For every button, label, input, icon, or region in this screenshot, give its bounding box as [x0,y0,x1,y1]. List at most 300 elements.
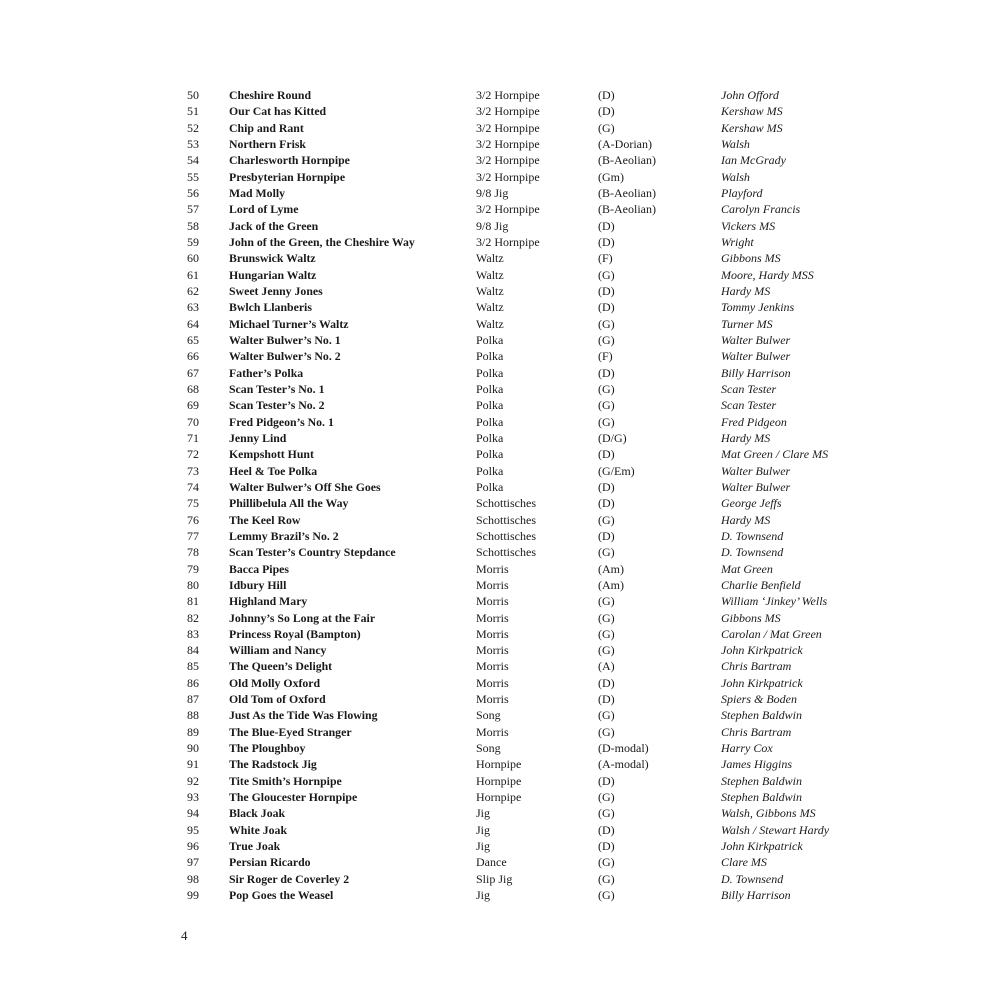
tune-type: Schottisches [476,512,536,527]
tune-key: (D) [598,839,615,854]
tune-number: 60 [187,251,199,266]
tune-type: Morris [476,675,509,690]
tune-key: (B-Aeolian) [598,185,656,200]
tune-title: Scan Tester’s No. 2 [229,398,325,413]
tune-type: Polka [476,479,504,494]
tune-number: 66 [187,349,199,364]
tune-number: 83 [187,626,199,641]
tune-key: (D) [598,104,615,119]
tune-title: Scan Tester’s No. 1 [229,381,325,396]
table-row [0,348,1007,364]
tune-number: 72 [187,447,199,462]
tune-source: Chris Bartram [721,659,792,674]
tune-number: 98 [187,871,199,886]
tune-number: 85 [187,659,199,674]
tune-title: Cheshire Round [229,88,312,102]
tune-type: Polka [476,332,504,347]
tune-type: Hornpipe [476,757,522,772]
table-row [0,610,1007,626]
tune-number: 87 [187,692,199,707]
table-row [0,887,1007,903]
table-row [0,626,1007,642]
tune-number: 50 [187,88,199,102]
tune-number: 94 [187,806,199,821]
tune-title: The Keel Row [229,512,301,527]
tune-key: (D) [598,218,615,233]
table-row [0,446,1007,462]
tune-title: Scan Tester’s Country Stepdance [229,545,396,560]
tune-key: (G) [598,610,615,625]
tune-key: (G) [598,267,615,282]
tune-number: 54 [187,153,199,168]
tune-title: Jack of the Green [229,218,319,233]
table-row [0,136,1007,152]
tune-number: 64 [187,316,199,331]
tune-source: Tommy Jenkins [721,300,795,315]
tune-number: 75 [187,496,199,511]
tune-key: (G) [598,888,615,903]
tune-title: Walter Bulwer’s Off She Goes [229,479,381,494]
tune-source: Walter Bulwer [721,332,791,347]
tune-type: Morris [476,594,509,609]
tune-type: 9/8 Jig [476,185,509,200]
tune-number: 93 [187,790,199,805]
tune-type: 9/8 Jig [476,218,509,233]
tune-key: (F) [598,349,613,364]
table-row [0,332,1007,348]
tune-number: 76 [187,512,199,527]
tune-title: Our Cat has Kitted [229,104,327,119]
tune-source: Scan Tester [721,381,777,396]
tune-type: Polka [476,430,504,445]
tune-key: (D) [598,447,615,462]
tune-title: True Joak [229,839,281,854]
tune-source: Walsh [721,136,750,151]
tune-source: Mat Green [721,561,773,576]
table-row [0,740,1007,756]
tune-type: Jig [476,839,491,854]
table-row [0,234,1007,250]
tune-type: Jig [476,888,491,903]
tune-source: Walter Bulwer [721,349,791,364]
tune-number: 91 [187,757,199,772]
tune-type: Hornpipe [476,773,522,788]
tune-number: 56 [187,185,199,200]
tune-title: Hungarian Waltz [229,267,317,282]
tune-type: Polka [476,447,504,462]
tune-key: (G) [598,708,615,723]
table-row [0,414,1007,430]
tune-type: 3/2 Hornpipe [476,202,540,217]
tune-title: The Queen’s Delight [229,659,333,674]
tune-number: 53 [187,136,199,151]
tune-source: Walter Bulwer [721,463,791,478]
tune-number: 84 [187,643,199,658]
tune-source: Harry Cox [721,741,773,756]
table-row [0,479,1007,495]
table-row [0,512,1007,528]
tune-source: Playford [721,185,763,200]
tune-key: (G) [598,724,615,739]
tune-type: Morris [476,626,509,641]
tune-title: Phillibelula All the Way [229,496,349,511]
tune-title: John of the Green, the Cheshire Way [229,234,415,249]
tune-source: Ian McGrady [721,153,786,168]
tune-source: Walsh, Gibbons MS [721,806,816,821]
tune-number: 51 [187,104,199,119]
tune-number: 68 [187,381,199,396]
tune-number: 95 [187,822,199,837]
table-row [0,316,1007,332]
tune-title: Johnny’s So Long at the Fair [229,610,376,625]
table-row [0,871,1007,887]
tune-number: 96 [187,839,199,854]
tune-source: Carolyn Francis [721,202,801,217]
tune-source: John Kirkpatrick [721,839,803,854]
table-row [0,756,1007,772]
tune-source: Gibbons MS [721,610,781,625]
tune-type: Schottisches [476,528,536,543]
table-row [0,528,1007,544]
tune-number: 74 [187,479,199,494]
tune-key: (D) [598,496,615,511]
tune-key: (G/Em) [598,463,635,478]
tune-title: The Gloucester Hornpipe [229,790,358,805]
table-row [0,724,1007,740]
tune-source: Mat Green / Clare MS [721,447,829,462]
tune-title: Northern Frisk [229,136,306,151]
tune-type: Polka [476,463,504,478]
tune-key: (B-Aeolian) [598,153,656,168]
table-row [0,642,1007,658]
tune-source: George Jeffs [721,496,782,511]
tune-key: (D) [598,283,615,298]
tune-key: (D) [598,479,615,494]
tune-source: Hardy MS [721,430,771,445]
page-number: 4 [181,928,188,943]
table-row [0,201,1007,217]
tune-key: (Am) [598,561,624,576]
table-row [0,822,1007,838]
tune-source: Hardy MS [721,512,771,527]
tune-type: Morris [476,643,509,658]
table-row [0,805,1007,821]
tune-title: Mad Molly [229,185,286,200]
table-row [0,463,1007,479]
table-row [0,120,1007,136]
tune-title: Brunswick Waltz [229,251,316,266]
tune-title: Highland Mary [229,594,308,609]
tune-title: The Radstock Jig [229,757,317,772]
table-row [0,299,1007,315]
tune-key: (G) [598,512,615,527]
tune-source: James Higgins [721,757,792,772]
tune-number: 92 [187,773,199,788]
tune-title: Tite Smith’s Hornpipe [229,773,342,788]
tune-number: 57 [187,202,199,217]
tune-title: Father’s Polka [229,365,304,380]
tune-type: Schottisches [476,496,536,511]
tune-number: 81 [187,594,199,609]
table-row [0,430,1007,446]
tune-key: (D) [598,675,615,690]
tune-number: 78 [187,545,199,560]
tune-title: Fred Pidgeon’s No. 1 [229,414,334,429]
tune-key: (G) [598,806,615,821]
tune-source: Moore, Hardy MSS [721,267,814,282]
table-row [0,854,1007,870]
tune-source: Billy Harrison [721,888,791,903]
tune-type: Morris [476,561,509,576]
tune-source: Gibbons MS [721,251,781,266]
tune-type: Polka [476,414,504,429]
tune-source: Kershaw MS [721,104,783,119]
tune-number: 97 [187,855,199,870]
table-row [0,838,1007,854]
table-row [0,658,1007,674]
tune-number: 77 [187,528,199,543]
tune-type: Polka [476,365,504,380]
tune-type: 3/2 Hornpipe [476,136,540,151]
table-row [0,185,1007,201]
tune-title: Old Tom of Oxford [229,692,326,707]
tune-source: Turner MS [721,316,773,331]
tune-key: (G) [598,545,615,560]
tune-type: 3/2 Hornpipe [476,104,540,119]
tune-key: (D) [598,88,615,102]
tune-source: Walter Bulwer [721,479,791,494]
tune-key: (A) [598,659,615,674]
tune-number: 73 [187,463,199,478]
table-row [0,169,1007,185]
tune-source: Chris Bartram [721,724,792,739]
tune-type: Waltz [476,316,504,331]
table-row [0,365,1007,381]
tune-key: (G) [598,871,615,886]
tune-number: 61 [187,267,199,282]
table-row [0,773,1007,789]
tune-source: John Offord [721,88,779,102]
tune-number: 70 [187,414,199,429]
tune-key: (D) [598,365,615,380]
tune-type: Schottisches [476,545,536,560]
table-row [0,675,1007,691]
table-row [0,707,1007,723]
table-row [0,87,1007,103]
tune-key: (D) [598,234,615,249]
tune-key: (F) [598,251,613,266]
tune-number: 65 [187,332,199,347]
tune-type: Waltz [476,251,504,266]
tune-title: Jenny Lind [229,430,287,445]
tune-key: (D) [598,528,615,543]
tune-type: 3/2 Hornpipe [476,234,540,249]
tune-title: The Blue-Eyed Stranger [229,724,352,739]
tune-type: Dance [476,855,507,870]
tune-title: Princess Royal (Bampton) [229,626,361,641]
tune-source: Fred Pidgeon [721,414,787,429]
tune-key: (G) [598,414,615,429]
tune-key: (D) [598,300,615,315]
tune-type: Morris [476,577,509,592]
table-row [0,495,1007,511]
tune-title: Lord of Lyme [229,202,299,217]
tune-type: Slip Jig [476,871,513,886]
tune-type: Polka [476,381,504,396]
tune-source: Walsh / Stewart Hardy [721,822,830,837]
tune-source: Stephen Baldwin [721,790,802,805]
tune-key: (D) [598,822,615,837]
tune-key: (G) [598,643,615,658]
tune-title: William and Nancy [229,643,327,658]
table-row [0,267,1007,283]
tune-source: Billy Harrison [721,365,791,380]
tune-number: 52 [187,120,199,135]
tune-source: Vickers MS [721,218,776,233]
tune-title: Bacca Pipes [229,561,289,576]
table-row [0,789,1007,805]
tune-type: Waltz [476,300,504,315]
tune-type: Jig [476,822,491,837]
tune-key: (D) [598,692,615,707]
tune-source: Clare MS [721,855,767,870]
table-row [0,397,1007,413]
tune-source: Stephen Baldwin [721,708,802,723]
tune-number: 89 [187,724,199,739]
tune-type: Morris [476,659,509,674]
tune-number: 59 [187,234,199,249]
tune-type: Waltz [476,267,504,282]
tune-source: Scan Tester [721,398,777,413]
tune-source: Wright [721,234,754,249]
tune-title: Chip and Rant [229,120,304,135]
tune-key: (G) [598,594,615,609]
tune-key: (D-modal) [598,741,649,756]
tune-number: 99 [187,888,199,903]
tune-type: 3/2 Hornpipe [476,120,540,135]
tune-key: (A-modal) [598,757,649,772]
tune-title: Sir Roger de Coverley 2 [229,871,350,886]
table-row [0,250,1007,266]
tune-type: Polka [476,349,504,364]
table-row [0,577,1007,593]
tune-type: Hornpipe [476,790,522,805]
tune-title: Sweet Jenny Jones [229,283,323,298]
tune-number: 79 [187,561,199,576]
tune-title: Heel & Toe Polka [229,463,318,478]
tune-source: Walsh [721,169,750,184]
tune-type: Morris [476,724,509,739]
tune-key: (G) [598,855,615,870]
tune-type: 3/2 Hornpipe [476,88,540,102]
tune-type: Polka [476,398,504,413]
tune-key: (G) [598,626,615,641]
tune-type: Jig [476,806,491,821]
tune-key: (Gm) [598,169,624,184]
tune-title: Bwlch Llanberis [229,300,312,315]
tune-title: Michael Turner’s Waltz [229,316,349,331]
table-row [0,561,1007,577]
tune-source: John Kirkpatrick [721,675,803,690]
tune-number: 86 [187,675,199,690]
tune-source: William ‘Jinkey’ Wells [721,594,828,609]
tune-key: (B-Aeolian) [598,202,656,217]
table-row [0,283,1007,299]
tune-source: Stephen Baldwin [721,773,802,788]
tune-source: D. Townsend [721,528,784,543]
table-row [0,152,1007,168]
table-row [0,103,1007,119]
tune-type: Morris [476,692,509,707]
tune-title: Kempshott Hunt [229,447,314,462]
tune-number: 55 [187,169,199,184]
tune-type: Song [476,741,501,756]
tune-type: Song [476,708,501,723]
tune-title: Lemmy Brazil’s No. 2 [229,528,339,543]
tune-title: Idbury Hill [229,577,287,592]
tune-source: Charlie Benfield [721,577,801,592]
tune-title: Walter Bulwer’s No. 1 [229,332,341,347]
tune-source: Kershaw MS [721,120,783,135]
tune-index-table [0,87,1007,903]
tune-type: 3/2 Hornpipe [476,169,540,184]
tune-source: Spiers & Boden [721,692,797,707]
tune-number: 71 [187,430,199,445]
tune-key: (G) [598,316,615,331]
tune-title: Pop Goes the Weasel [229,888,334,903]
table-row [0,691,1007,707]
tune-key: (A-Dorian) [598,136,652,151]
tune-key: (D) [598,773,615,788]
tune-number: 88 [187,708,199,723]
tune-key: (G) [598,790,615,805]
tune-key: (G) [598,332,615,347]
tune-type: Morris [476,610,509,625]
tune-number: 80 [187,577,199,592]
tune-source: John Kirkpatrick [721,643,803,658]
table-row [0,218,1007,234]
tune-number: 62 [187,283,199,298]
tune-number: 63 [187,300,199,315]
tune-title: The Ploughboy [229,741,306,756]
tune-key: (G) [598,120,615,135]
table-row [0,544,1007,560]
tune-number: 67 [187,365,199,380]
tune-key: (Am) [598,577,624,592]
tune-title: Presbyterian Hornpipe [229,169,346,184]
tune-source: Carolan / Mat Green [721,626,822,641]
tune-title: Walter Bulwer’s No. 2 [229,349,341,364]
tune-title: Old Molly Oxford [229,675,321,690]
tune-key: (G) [598,381,615,396]
table-row [0,381,1007,397]
tune-source: D. Townsend [721,545,784,560]
tune-key: (D/G) [598,430,627,445]
tune-number: 58 [187,218,199,233]
tune-number: 82 [187,610,199,625]
tune-source: Hardy MS [721,283,771,298]
tune-type: 3/2 Hornpipe [476,153,540,168]
tune-number: 90 [187,741,199,756]
tune-title: Persian Ricardo [229,855,311,870]
tune-title: White Joak [229,822,288,837]
tune-title: Charlesworth Hornpipe [229,153,350,168]
tune-source: D. Townsend [721,871,784,886]
tune-title: Black Joak [229,806,286,821]
tune-title: Just As the Tide Was Flowing [229,708,378,723]
tune-key: (G) [598,398,615,413]
table-row [0,593,1007,609]
